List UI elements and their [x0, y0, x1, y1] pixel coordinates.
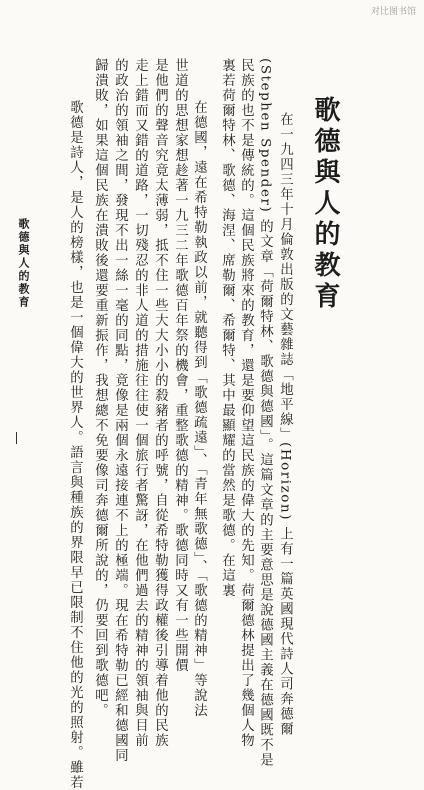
page-mark	[16, 432, 17, 444]
text-column-6: 世道的思想家想趁著一九三二年歌德百年祭的機會，重整歌德的精神。歌德同時又有一些開價	[172, 58, 188, 673]
running-head: 歌德與人的教育	[17, 218, 30, 309]
text-column-9: 的政治的領袖之間，發現不出一絲一毫的同點，竟像是兩個永遠接連不上的極端。現在希特勒已經和德國同	[112, 58, 128, 763]
text-column-4: 裏若荷爾特林、歌德、海涅、席勒爾、希爾特、其中最顯耀的當然是歌德。在這裏	[219, 58, 235, 598]
text-column-7: 是他們的聲音究竟太薄弱，抵不住一些大大小小的殺豬者的呼號，自從希特勒獲得政權後引導着他的民族	[152, 58, 168, 748]
text-column-8: 走上錯而又錯的道路，一切殘忍的非人道的措施往往使一個旅行者驚訝，在他們過去的精神的領袖與目前	[132, 58, 148, 748]
text-column-5: 在德國，遠在希特勒執政以前，就聽得到「歌德疏遠」、「青年無歌德」、「歌德的精神」等說法	[191, 100, 207, 719]
page-title: 歌德與人的教育	[310, 96, 340, 313]
text-column-1: 在一九四三年十月倫敦出版的文藝雜誌「地平線」(Horizon) 上有一篇英國現代詩人司奔德爾	[277, 112, 293, 737]
text-column-11: 歌德是詩人，是人的榜樣，也是一個偉大的世界人。語言與種族的界限早已限制不住他的光的照射。雖若	[67, 100, 83, 790]
text-column-10: 歸潰敗，如果這個民族在潰敗後還要重新振作，我想總不免要像司奔德爾所說的，仍要回到歌德吧。	[92, 58, 108, 718]
watermark: 对比图书馆	[370, 7, 416, 17]
text-column-2: (Stephen Spender) 的文章「荷爾特林、歌德與德國」。這篇文章的主要意思是說德國主義在德國既不是	[257, 58, 273, 768]
text-column-3: 民族的也不是傳統的。這個民族將來的教育，還是要仰望這民族的偉大的先知。荷爾德林提出了幾個人物	[238, 58, 254, 748]
